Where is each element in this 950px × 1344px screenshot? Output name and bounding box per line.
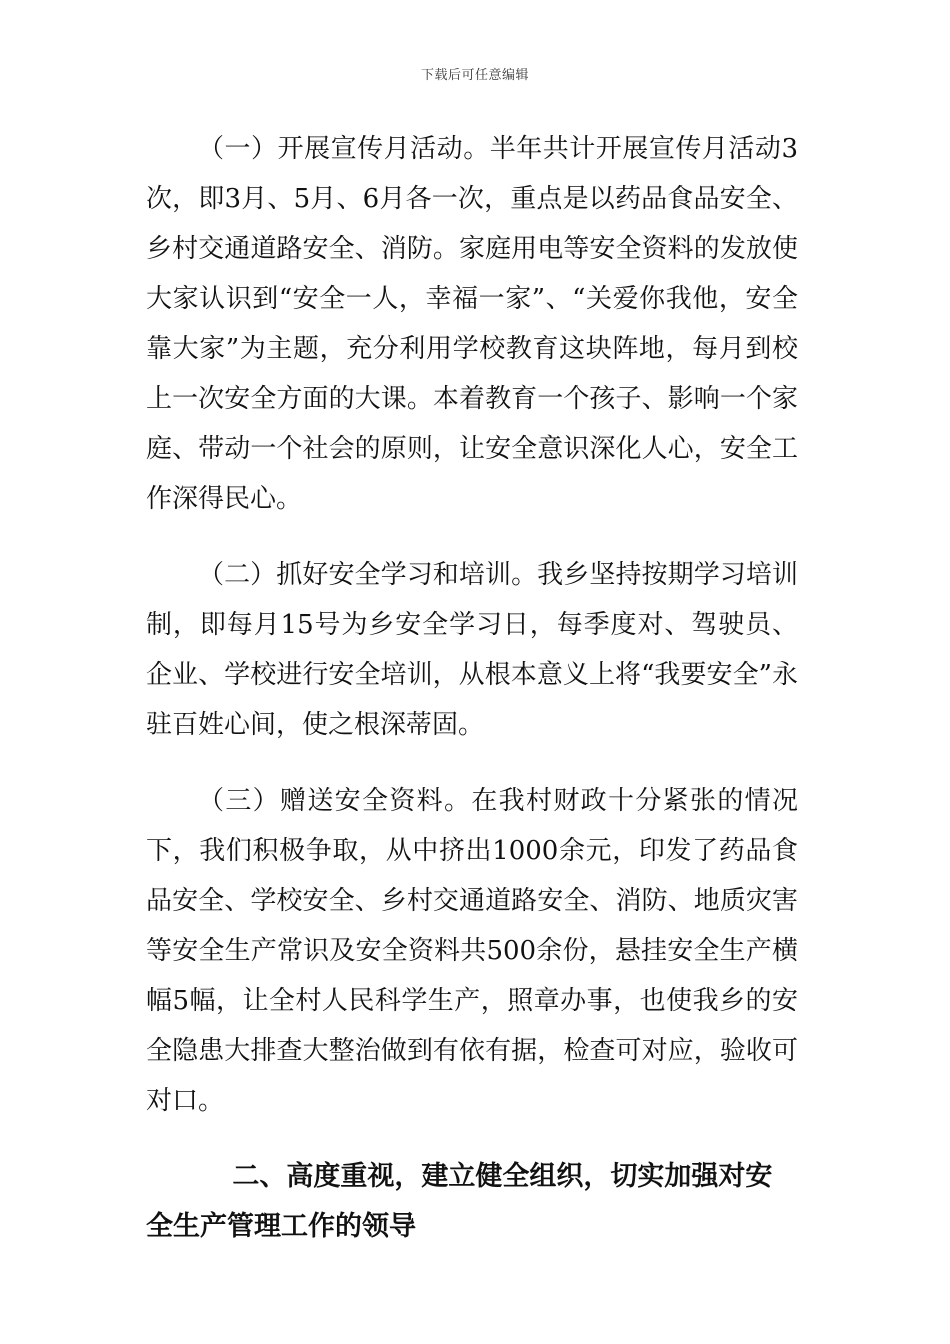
paragraph-spacer [146,750,798,776]
paragraph-safety-materials: （三）赠送安全资料。在我村财政十分紧张的情况下，我们积极争取，从中挤出1000余元，印发了药品食品安全、学校安全、乡村交通道路安全、消防、地质灾害等安全生产常识及安全资料共500余份，悬挂安全生产横幅5幅，让全村人民科学生产，照章办事，也使我乡的安全隐患大排查大整治做到有依有据，检查可对应，验收可对口。 [146,786,798,1116]
paragraph-safety-training: （二）抓好安全学习和培训。我乡坚持按期学习培训制，即每月15号为乡安全学习日，每季度对、驾驶员、企业、学校进行安全培训，从根本意义上将“我要安全”永驻百姓心间，使之根深蒂固。 [146,560,798,740]
paragraph-publicity-month: （一）开展宣传月活动。半年共计开展宣传月活动3次，即3月、5月、6月各一次，重点是以药品食品安全、乡村交通道路安全、消防。家庭用电等安全资料的发放使大家认识到“安全一人，幸福一家”、“关爱你我他，安全靠大家”为主题，充分利用学校教育这块阵地，每月到校上一次安全方面的大课。本着教育一个孩子、影响一个家庭、带动一个社会的原则，让安全意识深化人心，安全工作深得民心。 [146,134,798,514]
paragraph-spacer [146,1126,798,1152]
document-body [146,124,798,1252]
paragraph-spacer [146,524,798,550]
section-heading: 二、高度重视，建立健全组织，切实加强对安全生产管理工作的领导 [146,1161,773,1242]
header-note: 下载后可任意编辑 [420,68,529,83]
